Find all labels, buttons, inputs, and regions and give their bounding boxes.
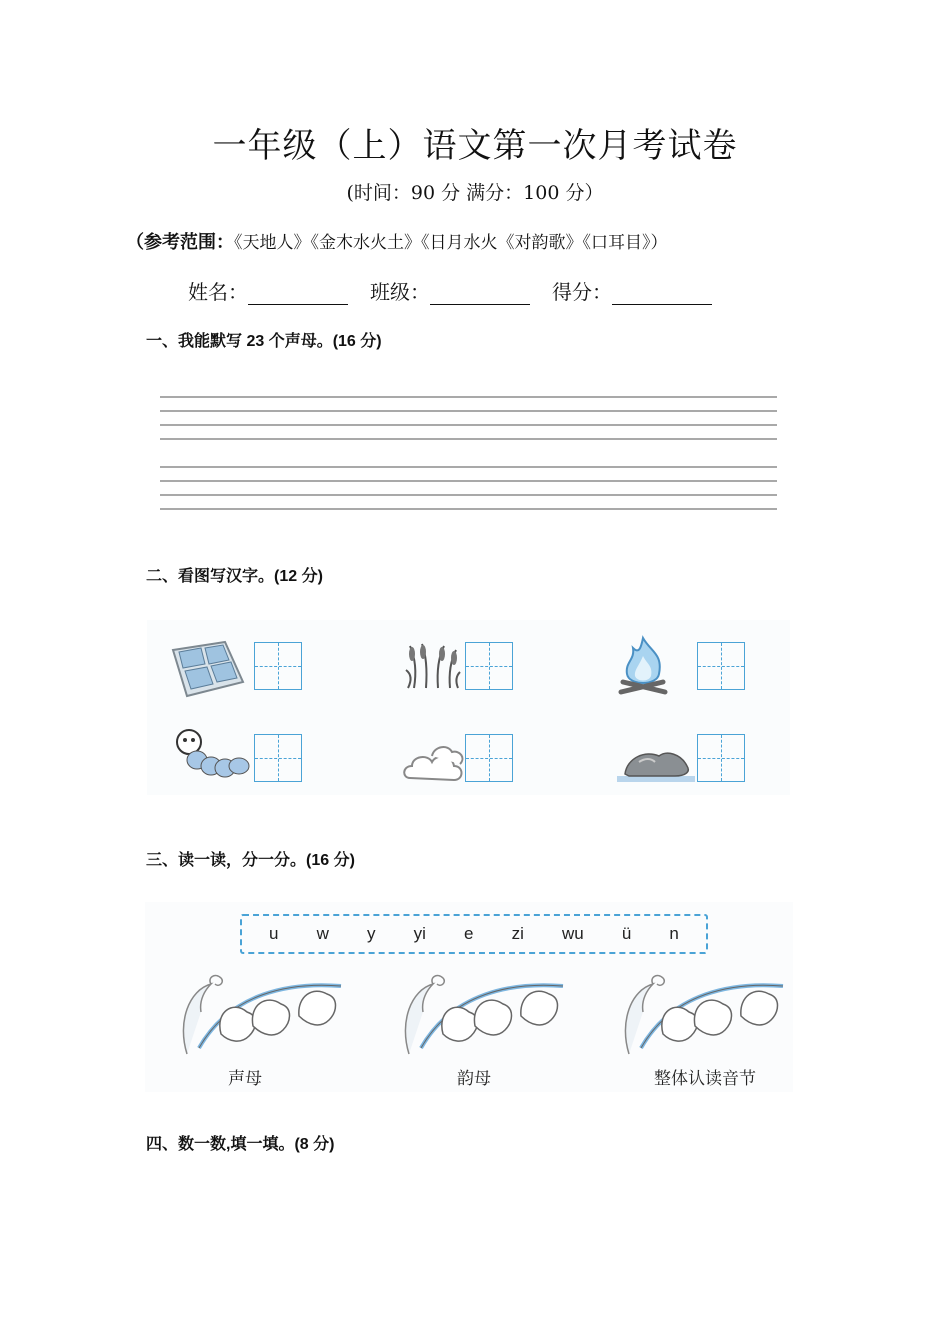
letter-item[interactable]: u [269, 924, 279, 943]
char-box-6[interactable] [697, 734, 745, 782]
letter-item[interactable]: zi [511, 924, 524, 943]
scope-text: 《天地人》《金木水火土》《日月水火《对韵歌》《口耳目》） [234, 233, 668, 253]
char-box-5[interactable] [465, 734, 513, 782]
lily-flower-icon[interactable] [171, 972, 351, 1056]
category-initials: 声母 [228, 1069, 262, 1089]
class-label: 班级： [370, 280, 430, 304]
name-field[interactable] [248, 282, 348, 305]
category-finals: 韵母 [457, 1069, 491, 1089]
stone-icon [615, 740, 697, 782]
scope-label: （参考范围： [126, 232, 234, 253]
char-box-2[interactable] [465, 642, 513, 690]
char-box-4[interactable] [254, 734, 302, 782]
lily-flower-icon[interactable] [613, 972, 793, 1056]
letter-item[interactable]: e [464, 924, 474, 943]
letter-item[interactable]: wu [561, 924, 584, 943]
letter-item[interactable]: w [316, 924, 329, 943]
sorting-area [145, 902, 793, 1092]
section-4-heading: 四、数一数,填一填。(8 分) [146, 1136, 335, 1153]
name-label: 姓名： [188, 280, 248, 304]
reference-scope [126, 228, 668, 254]
caterpillar-icon [175, 728, 255, 780]
letter-item[interactable]: yi [413, 924, 426, 943]
class-field[interactable] [430, 282, 530, 305]
category-whole-syllables: 整体认读音节 [654, 1069, 756, 1089]
student-info-row [188, 276, 712, 305]
rice-plant-icon [404, 640, 462, 690]
pinyin-writing-lines[interactable] [160, 394, 777, 516]
section-1-heading: 一、我能默写 23 个声母。(16 分) [146, 333, 382, 350]
letter-item[interactable]: n [669, 924, 679, 943]
score-field[interactable] [612, 282, 712, 305]
score-label: 得分： [552, 280, 612, 304]
char-box-3[interactable] [697, 642, 745, 690]
section-3-heading: 三、读一读，分一分。(16 分) [146, 852, 355, 869]
lily-flower-icon[interactable] [393, 972, 573, 1056]
section-2-heading: 二、看图写汉字。(12 分) [146, 568, 323, 585]
picture-writing-area [147, 620, 790, 795]
char-box-1[interactable] [254, 642, 302, 690]
exam-subtitle: (时间：90 分 满分：100 分） [346, 182, 604, 204]
letter-item[interactable]: y [367, 924, 376, 943]
fire-icon [617, 634, 669, 698]
letter-box [240, 914, 708, 954]
cloud-icon [402, 740, 468, 786]
field-icon [169, 638, 247, 700]
letter-item[interactable]: ü [621, 924, 632, 943]
page-title: 一年级（上）语文第一次月考试卷 [212, 126, 738, 166]
